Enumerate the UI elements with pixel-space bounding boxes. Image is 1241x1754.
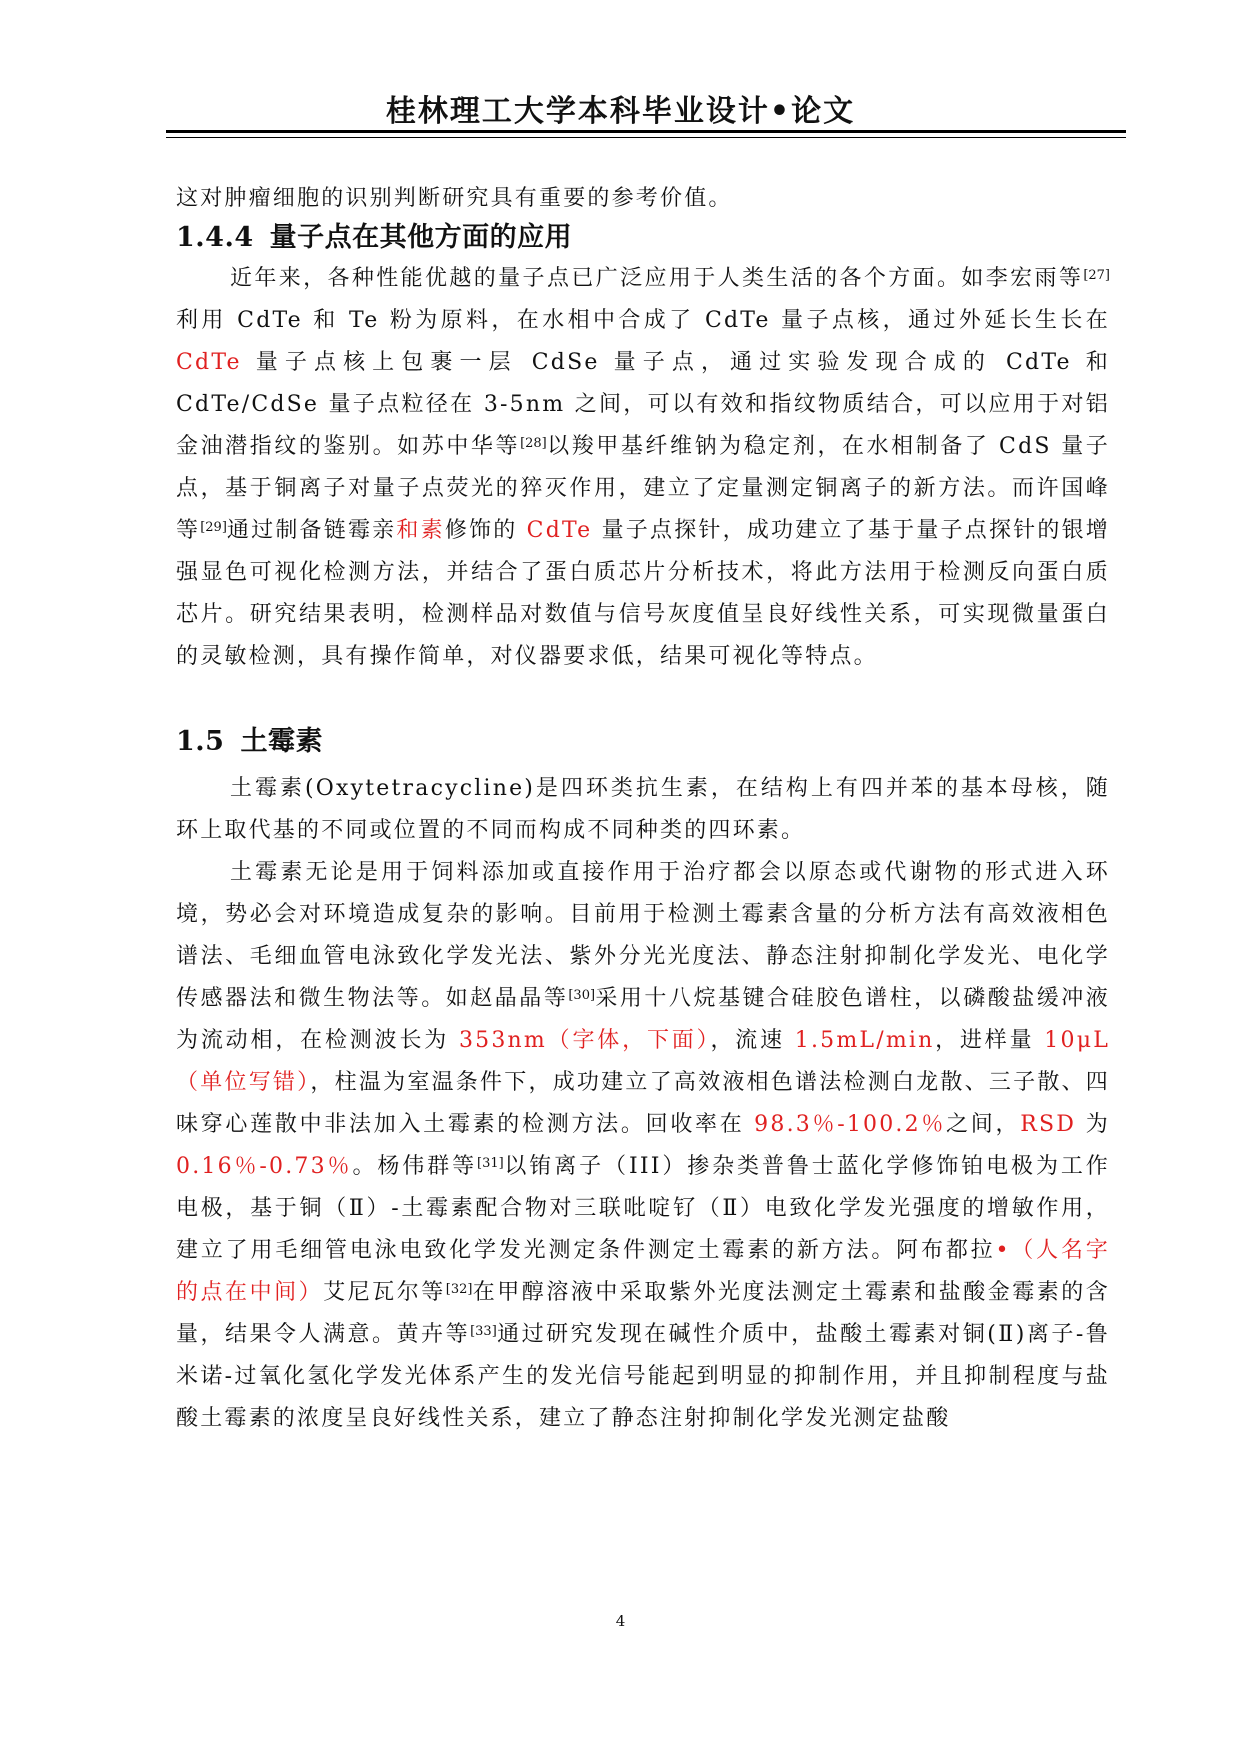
text-run: 通过研究发现在碱性介质中，盐酸土霉素对铜(Ⅱ)离子-鲁米诺-过氧化氢化学发光体系产生的发光信号能起到明显的抑制作用，并且抑制程度与盐酸土霉素的浓度呈良好线性关系，建立了静态注射抑制化学发光测定盐酸 (176, 1322, 1110, 1431)
text-run: ，流速 (710, 1028, 795, 1053)
text-run: 通过制备链霉亲 (226, 518, 397, 543)
annotation-text: CdTe (176, 350, 242, 375)
text-run: 近年来，各种性能优越的量子点已广泛应用于人类生活的各个方面。如李宏雨等 (230, 266, 1084, 291)
text-run: 修饰的 (444, 518, 527, 543)
paragraph-quantum-dots (176, 258, 1110, 678)
section-number: 1.5 (176, 726, 225, 757)
text-run: 量子点探针，成功建立了基于量子点探针的银增强显色可视化检测方法，并结合了蛋白质芯片分析技术，将此方法用于检测反向蛋白质芯片。研究结果表明，检测样品对数值与信号灰度值呈良好线性关系，可实现微量蛋白的灵敏检测，具有操作简单，对仪器要求低，结果可视化等特点。 (176, 518, 1110, 669)
text-run: 土霉素无论是用于饲料添加或直接作用于治疗都会以原态或代谢物的形式进入环境，势必会对环境造成复杂的影响。目前用于检测土霉素含量的分析方法有高效液相色谱法、毛细血管电泳致化学发光法、紫外分光光度法、静态注射抑制化学发光、电化学传感器法和微生物法等。如赵晶晶等 (176, 860, 1110, 1011)
section-heading-1-4-4 (176, 218, 1110, 258)
header-rule-thin (166, 137, 1126, 138)
citation: [32] (445, 1282, 473, 1297)
text-run: 采用十八烷基键合硅胶色谱柱，以磷酸盐缓冲液为流动相，在检测波长为 (176, 986, 1111, 1053)
text-run: 土霉素(Oxytetracycline)是四环类抗生素，在结构上有四并苯的基本母核，随环上取代基的不同或位置的不同而构成不同种类的四环素。 (176, 776, 1110, 843)
text-run: 在甲醇溶液中采取紫外光度法测定土霉素和盐酸金霉素的含量，结果令人满意。黄卉等 (176, 1280, 1110, 1347)
annotation-text: 353nm（字体，下面） (458, 1028, 711, 1053)
annotation-text: 1.5mL/min (794, 1028, 935, 1053)
annotation-text: 0.16％-0.73％ (176, 1154, 353, 1179)
text-run: 以铕离子（III）掺杂类普鲁士蓝化学修饰铂电极为工作电极，基于铜（Ⅱ）-土霉素配合物对三联吡啶钌（Ⅱ）电致化学发光强度的增敏作用，建立了用毛细管电泳电致化学发光测定条件测定土霉素的新方法。阿布都拉 (176, 1154, 1110, 1263)
text-run: 为 (1076, 1112, 1110, 1137)
section-number: 1.4.4 (176, 222, 254, 253)
text-run: 利用 CdTe 和 Te 粉为原料，在水相中合成了 CdTe 量子点核，通过外延长生长在 (176, 308, 1110, 333)
citation: [28] (520, 436, 547, 451)
text-run: 这对肿瘤细胞的识别判断研究具有重要的参考价值。 (176, 186, 733, 211)
header-title: 桂林理工大学本科毕业设计•论文 (385, 94, 856, 129)
paragraph-detection-methods (176, 852, 1110, 1440)
citation: [29] (200, 520, 227, 535)
section-title: 土霉素 (240, 726, 323, 757)
text-run: 量子点核上包裹一层 CdSe 量子点，通过实验发现合成的 CdTe 和 CdTe/CdSe 量子点粒径在 3-5nm 之间，可以有效和指纹物质结合，可以应用于对铝金油潜指纹的鉴别。如苏中华等 (176, 350, 1110, 459)
text-run: ，柱温为室温条件下，成功建立了高效液相色谱法检测白龙散、三子散、四味穿心莲散中非法加入土霉素的检测方法。回收率在 (176, 1070, 1110, 1137)
citation: [30] (568, 988, 596, 1003)
annotation-text: 98.3％-100.2％ (754, 1112, 947, 1137)
header-rule-thick (166, 130, 1126, 133)
text-run: 。杨伟群等 (352, 1154, 477, 1179)
annotation-text: CdTe (526, 518, 593, 543)
annotation-text: 10μL（单位写错） (176, 1028, 1110, 1095)
section-heading-1-5 (176, 716, 1110, 768)
text-run: 以羧甲基纤维钠为稳定剂，在水相制备了 CdS 量子点，基于铜离子对量子点荧光的猝灭作用，建立了定量测定铜离子的新方法。而许国峰等 (176, 434, 1110, 543)
section-title: 量子点在其他方面的应用 (269, 222, 573, 253)
text-run: ，进样量 (934, 1028, 1045, 1053)
citation: [31] (477, 1156, 504, 1171)
annotation-text: 和素 (396, 518, 445, 543)
citation: [33] (470, 1324, 497, 1339)
annotation-text: •（人名字的点在中间） (176, 1238, 1110, 1305)
text-run: 艾尼瓦尔等 (323, 1280, 446, 1305)
citation: [27] (1083, 268, 1110, 283)
paragraph-continuation (176, 178, 1110, 220)
annotation-text: RSD (1020, 1112, 1077, 1137)
text-run: 之间， (946, 1112, 1021, 1137)
page-number: 4 (615, 1612, 626, 1630)
paragraph-oxytetracycline-intro (176, 768, 1110, 852)
page-body (176, 178, 1110, 1440)
